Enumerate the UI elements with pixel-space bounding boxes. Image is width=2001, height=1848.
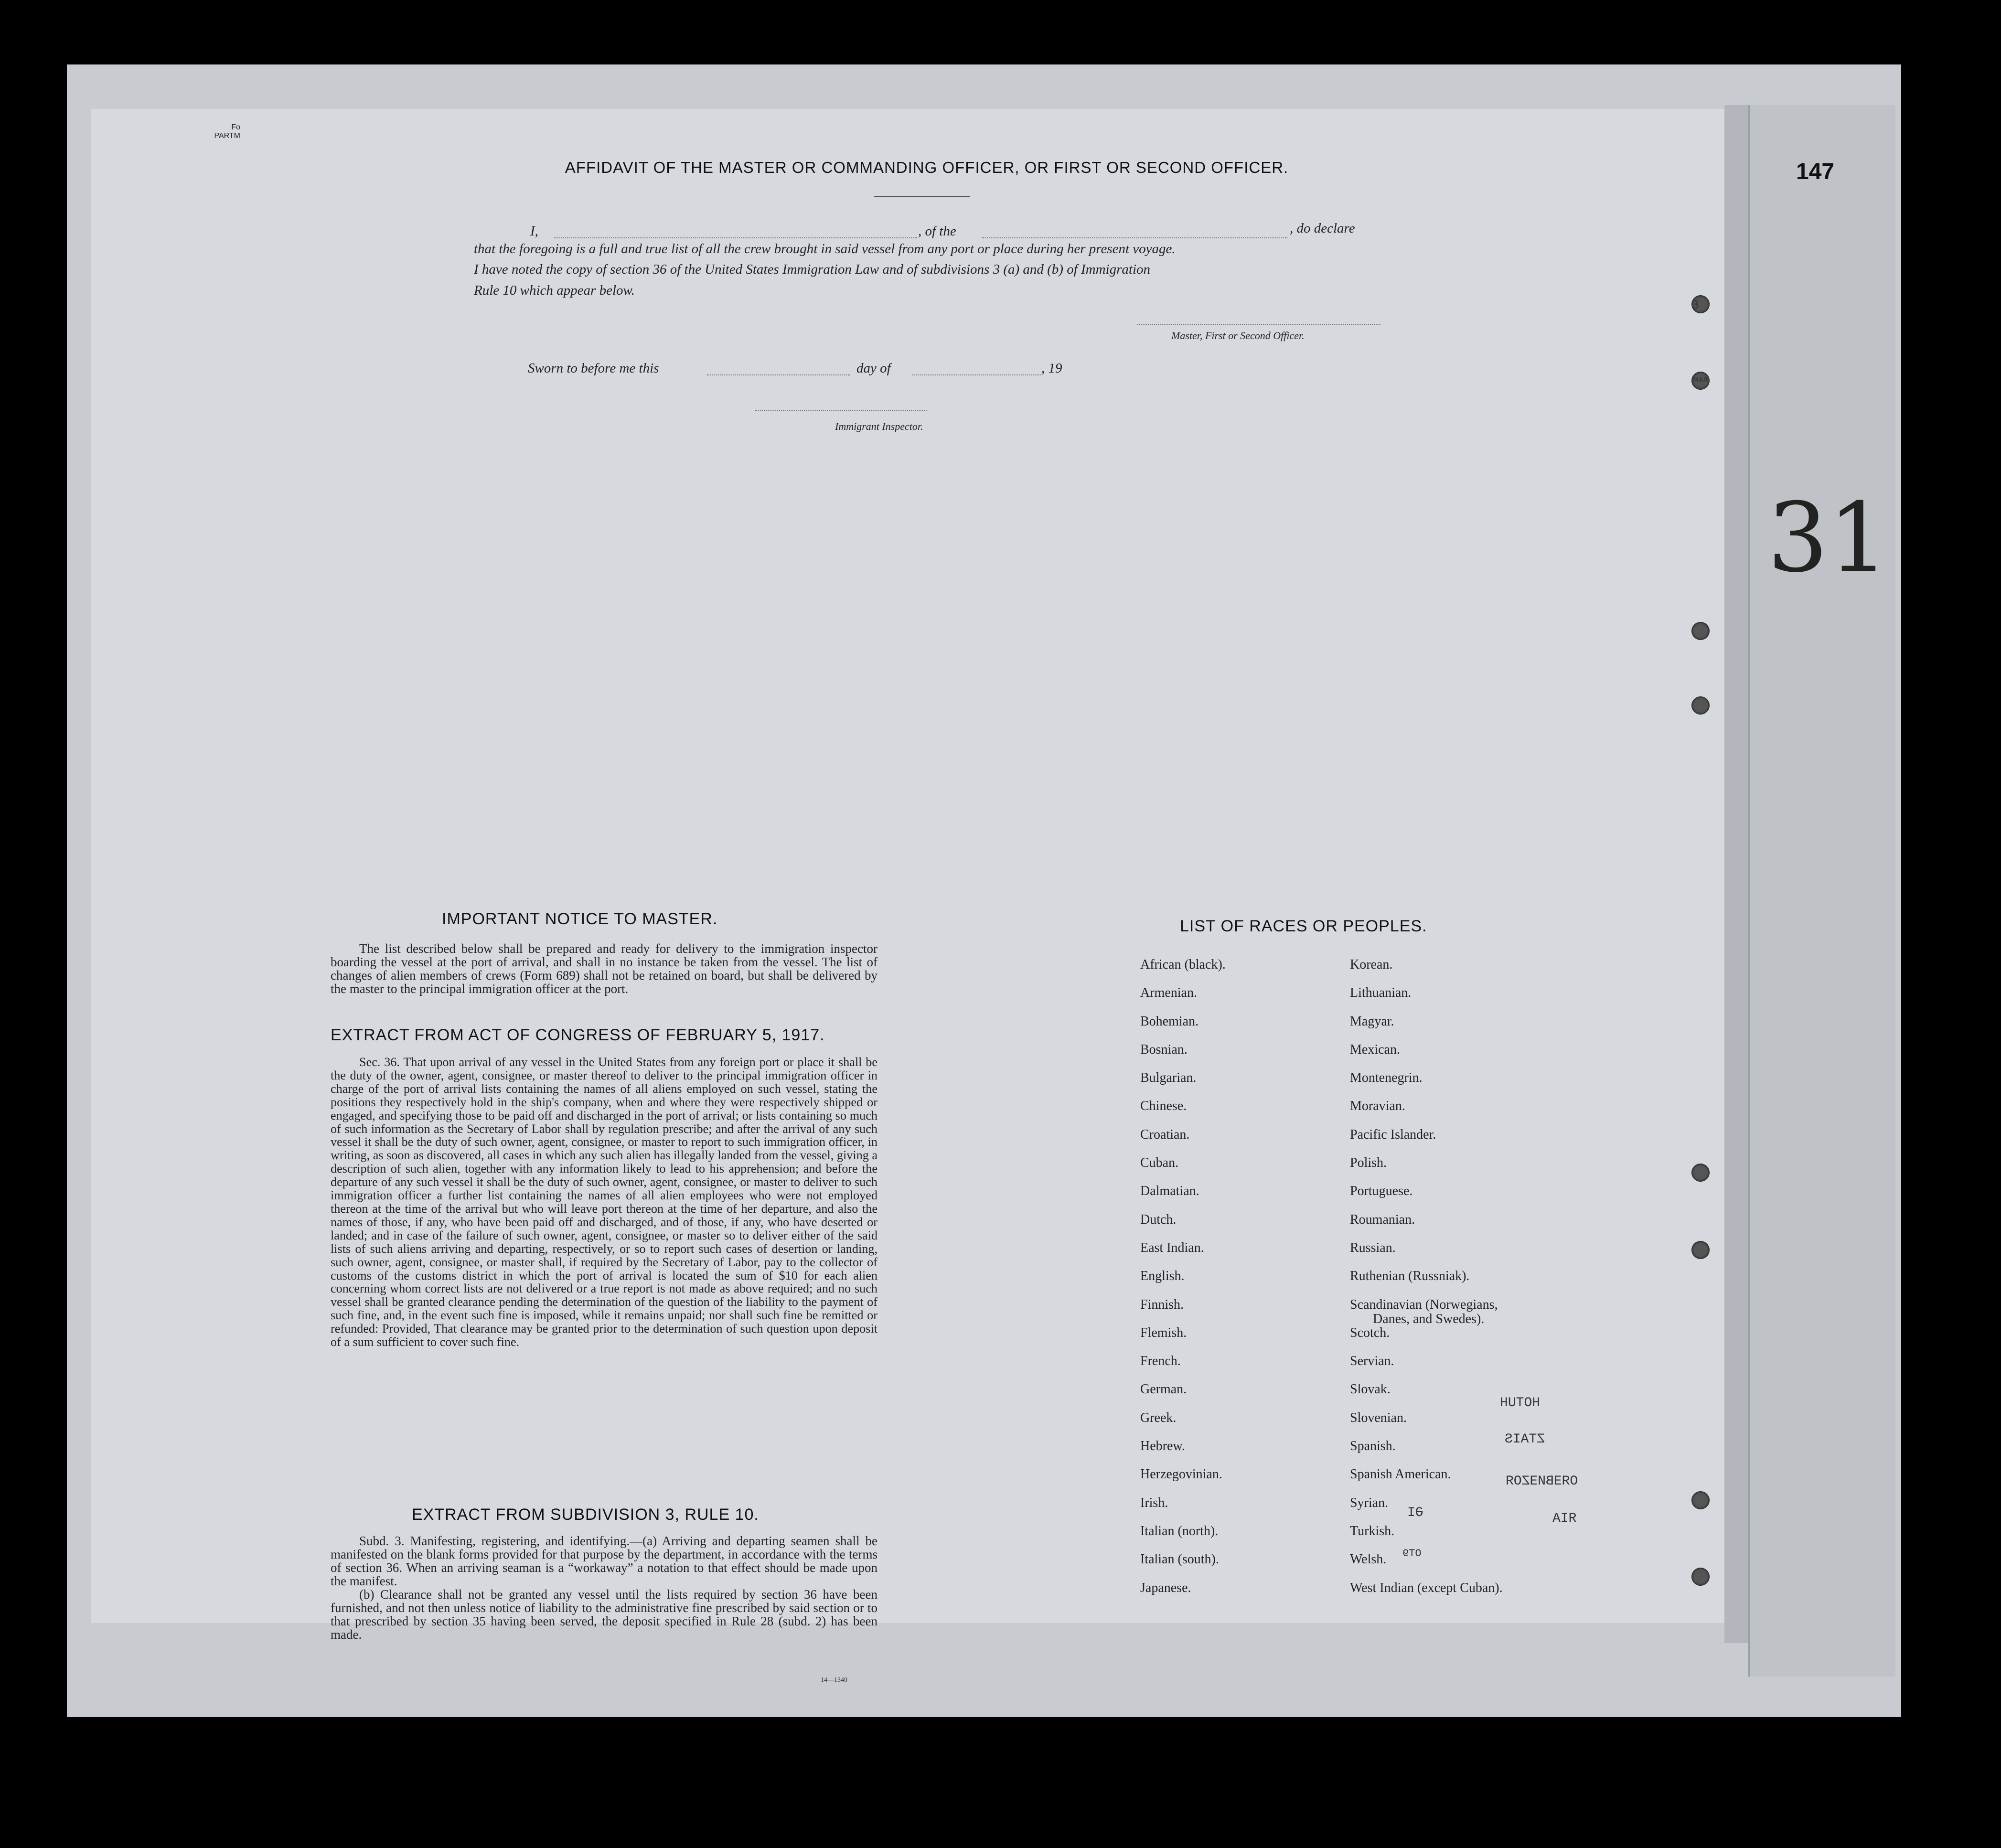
race-item xyxy=(1350,1411,1503,1439)
race-label: African (black). xyxy=(1140,957,1226,972)
name-blank xyxy=(554,237,917,238)
punch-hole xyxy=(1691,622,1710,640)
bleed-through-stamp: OT9 xyxy=(1402,1548,1422,1560)
race-label: Bohemian. xyxy=(1140,1014,1199,1029)
race-label: Ruthenian (Russniak). xyxy=(1350,1269,1470,1284)
race-label: West Indian (except Cuban). xyxy=(1350,1580,1503,1595)
race-item xyxy=(1350,958,1503,986)
race-label: Welsh. xyxy=(1350,1552,1387,1567)
race-item xyxy=(1350,1269,1503,1297)
race-item xyxy=(1350,1043,1503,1071)
race-item xyxy=(1350,1581,1503,1609)
affidavit-of-the: , of the xyxy=(918,224,956,239)
race-item xyxy=(1140,1071,1226,1099)
race-item xyxy=(1140,1326,1226,1354)
sheet-edge xyxy=(1724,105,1748,1643)
affidavit-do-declare: , do declare xyxy=(1290,221,1355,236)
race-item xyxy=(1350,1015,1503,1043)
race-item xyxy=(1140,1382,1226,1410)
race-label: Dutch. xyxy=(1140,1212,1177,1227)
affidavit-line-2: that the foregoing is a full and true list of all the crew brought in said vessel from any port or place during her present voyage. xyxy=(474,241,1176,256)
race-label: Pacific Islander. xyxy=(1350,1127,1436,1142)
race-label: English. xyxy=(1140,1269,1185,1284)
title-rule xyxy=(874,196,970,197)
race-label: Syrian. xyxy=(1350,1495,1389,1510)
race-item xyxy=(1140,1467,1226,1495)
corner-stamp-line: Fo xyxy=(231,123,240,131)
race-label: Bosnian. xyxy=(1140,1042,1188,1057)
race-label-continuation: Danes, and Swedes). xyxy=(1373,1311,1485,1326)
race-item xyxy=(1350,1382,1503,1410)
race-item xyxy=(1350,1524,1503,1552)
race-label: Korean. xyxy=(1350,957,1393,972)
vessel-blank xyxy=(982,237,1287,238)
form-number: 14—1340 xyxy=(821,1677,847,1684)
race-label: Croatian. xyxy=(1140,1127,1190,1142)
race-label: French. xyxy=(1140,1354,1181,1369)
race-item xyxy=(1140,1354,1226,1382)
sworn-month-blank xyxy=(912,374,1041,375)
race-label: Turkish. xyxy=(1350,1523,1395,1538)
race-label: Herzegovinian. xyxy=(1140,1467,1222,1482)
race-label: Flemish. xyxy=(1140,1325,1187,1340)
bleed-through-stamp: ƏI xyxy=(1407,1506,1423,1520)
races-right-column xyxy=(1350,958,1503,1609)
race-label: Spanish. xyxy=(1350,1439,1396,1454)
sworn-day-of: day of xyxy=(856,361,891,376)
race-item xyxy=(1140,1439,1226,1467)
rule-text xyxy=(331,1534,877,1641)
affidavit-line-4: Rule 10 which appear below. xyxy=(474,283,635,298)
affidavit-i: I, xyxy=(530,224,538,239)
side-mark: MAR xyxy=(1693,376,1708,384)
sworn-prefix: Sworn to before me this xyxy=(528,361,659,376)
race-label: Portuguese. xyxy=(1350,1184,1413,1199)
race-label: Slovak. xyxy=(1350,1382,1391,1397)
side-mark: 3 xyxy=(1692,298,1700,311)
race-label: Lithuanian. xyxy=(1350,985,1412,1001)
punch-hole xyxy=(1691,1164,1710,1182)
notice-heading: IMPORTANT NOTICE TO MASTER. xyxy=(442,910,718,928)
rule-paragraph-b: (b) Clearance shall not be granted any vessel until the lists required by section 36 have been furnished, and not then unless notice of liability to the administrative fine prescribed by said section or to that prescribed by section 35 having been served, the deposit specified in Rule 28 (subd. 2) has been made. xyxy=(331,1587,877,1642)
page-number: 147 xyxy=(1796,159,1835,184)
bleed-through-stamp: ЯIA xyxy=(1552,1511,1577,1526)
race-label: Roumanian. xyxy=(1350,1212,1415,1227)
race-label: German. xyxy=(1140,1382,1187,1397)
race-item xyxy=(1350,1467,1503,1495)
punch-hole xyxy=(1691,1241,1710,1259)
corner-stamp xyxy=(185,123,240,140)
punch-hole xyxy=(1691,1568,1710,1586)
race-label: Hebrew. xyxy=(1140,1439,1185,1454)
race-label: Armenian. xyxy=(1140,985,1197,1001)
corner-stamp-line: PARTM xyxy=(214,132,240,140)
race-item xyxy=(1140,1241,1226,1269)
act-text xyxy=(331,1056,877,1349)
race-label: Japanese. xyxy=(1140,1580,1191,1595)
race-item xyxy=(1140,1213,1226,1241)
race-item xyxy=(1140,1411,1226,1439)
race-item xyxy=(1140,1184,1226,1212)
race-item xyxy=(1140,1552,1226,1581)
handwritten-mark: 31 xyxy=(1767,482,1889,594)
race-label: Chinese. xyxy=(1140,1099,1187,1114)
race-item xyxy=(1140,1128,1226,1156)
race-item xyxy=(1140,1099,1226,1127)
races-title: LIST OF RACES OR PEOPLES. xyxy=(1180,917,1427,935)
bleed-through-stamp: OЯƎBИƎZOЯ xyxy=(1506,1474,1578,1489)
act-heading: EXTRACT FROM ACT OF CONGRESS OF FEBRUARY 5, 1917. xyxy=(331,1026,825,1044)
race-label: Mexican. xyxy=(1350,1042,1400,1057)
race-label: Scandinavian (Norwegians, xyxy=(1350,1297,1498,1312)
race-label: Magyar. xyxy=(1350,1014,1394,1029)
race-item xyxy=(1350,1241,1503,1269)
master-signature-caption: Master, First or Second Officer. xyxy=(1171,330,1305,342)
rule-paragraph-a: Subd. 3. Manifesting, registering, and identifying.—(a) Arriving and departing seamen shall be manifested on the blank forms provided for that purpose by the department, in accordance with the terms of section 36. When an arriving seaman is a “workaway” a notation to that effect should be made upon the manifest. xyxy=(331,1534,877,1588)
race-label: Bulgarian. xyxy=(1140,1070,1197,1086)
race-label: Scotch. xyxy=(1350,1325,1390,1340)
race-item xyxy=(1140,1581,1226,1609)
bleed-through-stamp: HOTUH xyxy=(1500,1396,1541,1410)
background-sheet-edge xyxy=(1748,105,1895,1677)
race-item xyxy=(1140,1015,1226,1043)
inspector-signature-line xyxy=(755,410,927,411)
races-left-column xyxy=(1140,958,1226,1609)
punch-hole xyxy=(1691,1491,1710,1509)
race-label: Slovenian. xyxy=(1350,1410,1407,1425)
race-item xyxy=(1350,1298,1503,1326)
race-label: Italian (south). xyxy=(1140,1552,1219,1567)
act-paragraph: Sec. 36. That upon arrival of any vessel in the United States from any foreign port or place it shall be the duty of the owner, agent, consignee, or master thereof to deliver to the principal immigration officer in charge of the port of arrival lists containing the names of all aliens employed on such vessel, stating the positions they respectively hold in the ship's company, when and where they were respectively shipped or engaged, and specifying those to be paid off and discharged in the port of arrival; or lists containing so much of such information as the Secretary of Labor shall by regulation prescribe; and after the arrival of any such vessel it shall be the duty of such owner, agent, consignee, or master to report to such immigration officer, in writing, as soon as discovered, all cases in which any such alien has illegally landed from the vessel, giving a description of such alien, together with any information likely to lead to his apprehension; and before the departure of any such vessel it shall be the duty of such owner, agent, consignee, or master to deliver to such immigration officer a further list containing the names of all alien employees who were not employed thereon at the time of the arrival but who will leave port thereon at the time of her departure, and also the names of those, if any, who have been paid off and discharged, and of those, if any, who have deserted or landed; and in case of the failure of such owner, agent, consignee, or master so to deliver either of the said lists of such aliens arriving and departing, respectively, or so to report such cases of desertion or landing, such owner, agent, consignee, or master shall, if required by the Secretary of Labor, pay to the collector of customs of the customs district in which the port of arrival is located the sum of $10 for each alien concerning whom correct lists are not delivered or a true report is not made as above required; and no such vessel shall be granted clearance pending the determination of the question of the liability to the payment of such fine, and, in the event such fine is imposed, while it remains unpaid; nor shall such fine be remitted or refunded: Provided, That clearance may be granted prior to the determination of such question upon deposit of a sum sufficient to cover such fine. xyxy=(331,1055,877,1349)
race-item xyxy=(1350,1156,1503,1184)
race-label: Russian. xyxy=(1350,1240,1396,1255)
race-item xyxy=(1140,958,1226,986)
race-label: Servian. xyxy=(1350,1354,1394,1369)
race-label: Moravian. xyxy=(1350,1099,1405,1114)
race-label: Cuban. xyxy=(1140,1155,1179,1171)
race-item xyxy=(1350,1496,1503,1524)
master-signature-line xyxy=(1137,324,1380,325)
race-label: Spanish American. xyxy=(1350,1467,1451,1482)
race-label: East Indian. xyxy=(1140,1240,1204,1255)
race-item xyxy=(1350,1071,1503,1099)
sworn-day-blank xyxy=(707,374,850,375)
race-label: Polish. xyxy=(1350,1155,1387,1171)
race-item xyxy=(1350,1326,1503,1354)
race-item xyxy=(1140,1156,1226,1184)
race-item xyxy=(1140,986,1226,1014)
race-item xyxy=(1350,986,1503,1014)
race-label: Greek. xyxy=(1140,1410,1177,1425)
race-label: Dalmatian. xyxy=(1140,1184,1199,1199)
punch-hole xyxy=(1691,696,1710,715)
notice-text xyxy=(331,942,877,995)
race-item xyxy=(1350,1213,1503,1241)
race-item xyxy=(1350,1439,1503,1467)
race-label: Finnish. xyxy=(1140,1297,1184,1312)
race-label: Italian (north). xyxy=(1140,1523,1219,1538)
race-item xyxy=(1350,1099,1503,1127)
race-item xyxy=(1350,1184,1503,1212)
affidavit-line-3: I have noted the copy of section 36 of the United States Immigration Law and of subdivisions 3 (a) and (b) of Immigration xyxy=(474,262,1151,277)
rule-heading: EXTRACT FROM SUBDIVISION 3, RULE 10. xyxy=(412,1506,759,1524)
sworn-year: , 19 xyxy=(1041,361,1062,376)
race-item xyxy=(1350,1128,1503,1156)
race-item xyxy=(1350,1552,1503,1581)
race-item xyxy=(1140,1269,1226,1297)
notice-paragraph: The list described below shall be prepared and ready for delivery to the immigration inspector boarding the vessel at the port of arrival, and shall in no instance be taken from the vessel. The list of changes of alien members of crews (Form 689) shall not be retained on board, but shall be delivered by the master to the principal immigration officer at the port. xyxy=(331,941,877,996)
race-item xyxy=(1140,1496,1226,1524)
affidavit-title: AFFIDAVIT OF THE MASTER OR COMMANDING OFFICER, OR FIRST OR SECOND OFFICER. xyxy=(565,159,1289,176)
race-label: Irish. xyxy=(1140,1495,1168,1510)
race-item xyxy=(1350,1354,1503,1382)
race-item xyxy=(1140,1043,1226,1071)
bleed-through-stamp: ZTAIS xyxy=(1505,1432,1545,1447)
race-item xyxy=(1140,1298,1226,1326)
race-item xyxy=(1140,1524,1226,1552)
inspector-caption: Immigrant Inspector. xyxy=(835,420,923,432)
race-label: Montenegrin. xyxy=(1350,1070,1423,1086)
